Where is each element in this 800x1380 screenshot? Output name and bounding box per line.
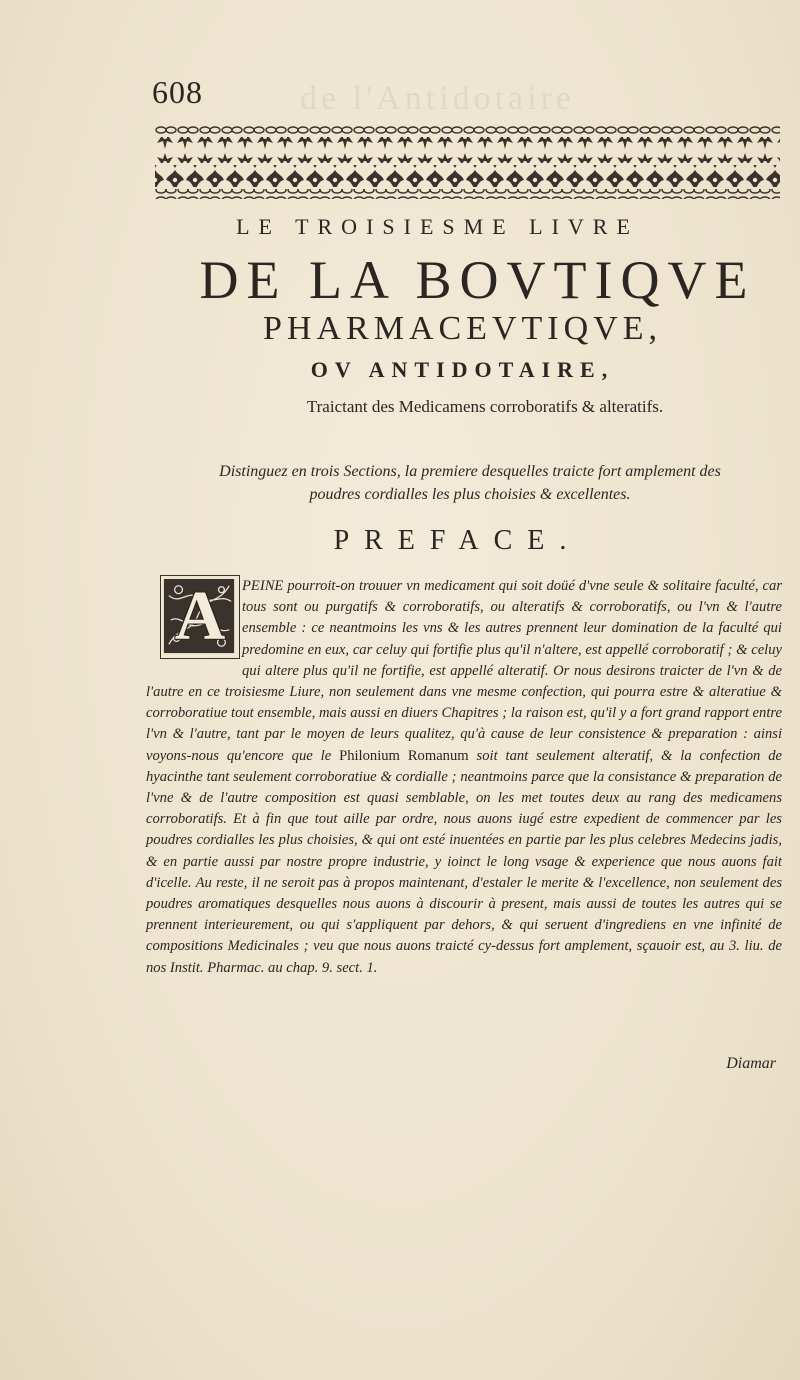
preface-text-part2: soit tant seulement alteratif, & la confection de hyacinthe tant seulement corroboratiue & cordialle ; neantmoins parce que la consistance & preparation de l'vne & de l'autre composition est quasi semblable, on les met toutes deux au rang des medicamens corroboratifs. Et à fin que tout aille par ordre, nous auons iugé estre expedient de commencer par les poudres cordialles les plus choisies, & qui ont esté inuentées en partie par les plus celebres Medecins jadis, & en partie aussi par nostre propre industrie, y ioinct le long vsage & experience que nous auons fait d'icelle. Au reste, il ne seroit pas à propos maintenant, d'estaler le merite & l'excellence, non seulement des poudres aromatiques desquelles nous auons à discourir à present, mais aussi de toutes les autres qui se prennent interieurement, ou qui s'appliquent par dehors, & qui seruent d'ingrediens en vne infinité de compositions Medicinales ; veu que nous auons traicté cy-dessus fort amplement, sçauoir est, au 3. liu. de nos Instit. Pharmac. au chap. 9. sect. 1. xyxy=(146,747,783,976)
preface-text-part1: PEINE pourroit-on trouuer vn medicament qui soit doüé d'vne seule & solitaire faculté, car tous sont ou purgatifs & corroboratifs, ou alteratifs & corroboratifs, ou l'vn & l'autre ensemble : ce neantmoins les vns & les autres prennent leur domination de la faculté qui predomine en eux, car celuy qui fortifie plus qu'il n'altere, est appellé corroboratif ; & celuy qui altere plus qu'il ne fortifie, est appellé alteratif. Or nous desirons traicter de l'vn & de l'autre en ce troisiesme Liure, non seulement dans vne mesme confection, qui pourra estre & alteratiue & corroboratiue tout ensemble, mais aussi en diuers Chapitres ; la raison est, qu'il y a fort grand rapport entre l'vn & l'autre, tant par le moyen de leurs qualitez, qu'à cause de leur consistence & preparation : ainsi voyons-nous qu'encore que le xyxy=(146,578,782,764)
ornamental-headpiece xyxy=(155,125,780,201)
decorated-initial xyxy=(160,575,240,659)
preface-heading: PREFACE. xyxy=(333,525,582,556)
book-number-heading: LE TROISIESME LIVRE xyxy=(236,214,639,239)
bleed-through-text: de l'Antidotaire xyxy=(300,80,576,117)
preface-body xyxy=(146,576,782,979)
subtitle: Traictant des Medicamens corroboratifs & alteratifs. xyxy=(306,397,664,416)
catchword: Diamar xyxy=(726,1055,776,1072)
title-line-antidotaire: OV ANTIDOTAIRE, xyxy=(310,357,615,382)
dropcap-letter: A xyxy=(174,578,226,655)
page-number: 608 xyxy=(152,74,203,110)
main-title: DE LA BOVTIQVE xyxy=(199,250,756,310)
sections-note: Distinguez en trois Sections, la premiere desquelles traicte fort amplement des poudres cordialles les plus choisies & excellentes. xyxy=(219,463,721,503)
preface-text-roman: Philonium Romanum xyxy=(339,747,469,764)
title-line-pharmaceutique: PHARMACEVTIQVE, xyxy=(263,310,662,347)
